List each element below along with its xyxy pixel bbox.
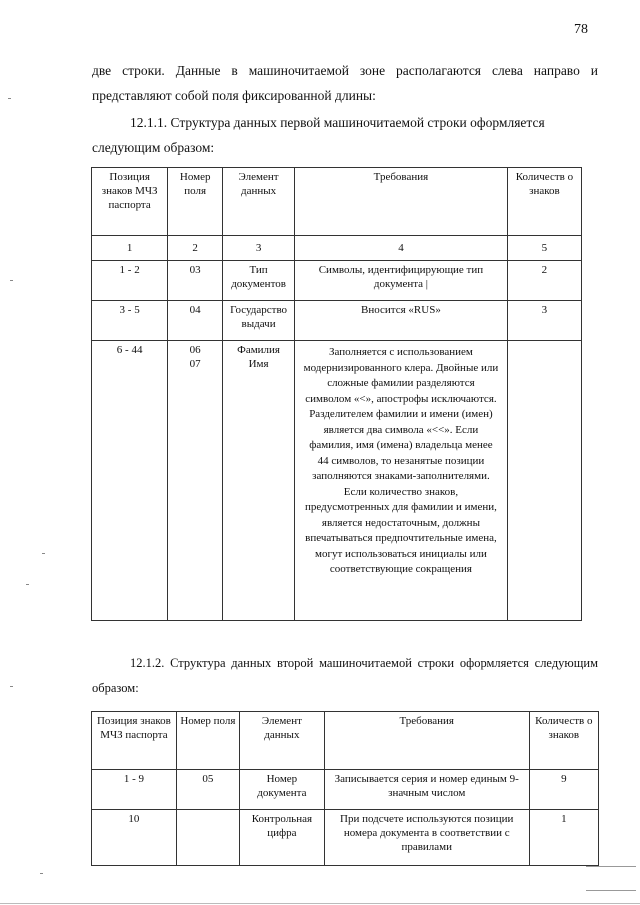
cell-char-count: 3	[507, 301, 581, 341]
cell-position: 1 - 9	[92, 770, 177, 810]
section-1-heading: 12.1.1. Структура данных первой машиночитаемой строки оформляется следующим образом:	[92, 115, 545, 155]
scan-mark	[26, 584, 29, 585]
cell-field-number: 04	[168, 301, 223, 341]
index-cell: 1	[92, 236, 168, 261]
cell-data-element: Тип документов	[223, 261, 295, 301]
scan-line	[586, 890, 636, 891]
cell-requirements: Заполняется с использованием модернизированного клера. Двойные или сложные фамилии разделяются символом «<», апострофы исключаются. Разделителем фамилии и имени (имен) является два символа «<<». Если фамилия, имя (имена) владельца менее 44 символов, то незанятые позиции заполняются знаками-заполнителями. Если количество знаков, предусмотренных для фамилии и имени, является недостаточным, должны впечатываться предпочтительные имена, могут использоваться инициалы или соответствующие сокращения	[295, 341, 508, 621]
scan-line	[586, 866, 636, 867]
header-cell: Позиция знаков МЧЗ паспорта	[92, 712, 177, 770]
header-cell: Количеств о знаков	[529, 712, 598, 770]
table-row	[92, 261, 582, 301]
table-second-mrz-line	[91, 711, 599, 866]
header-cell: Количеств о знаков	[507, 168, 581, 236]
header-cell: Позиция знаков МЧЗ паспорта	[92, 168, 168, 236]
cell-position: 10	[92, 810, 177, 866]
scan-mark	[42, 553, 45, 554]
cell-requirements: При подсчете используются позиции номера документа в соответствии с правилами	[324, 810, 529, 866]
cell-char-count: 2	[507, 261, 581, 301]
header-cell: Элемент данных	[223, 168, 295, 236]
index-cell: 4	[295, 236, 508, 261]
cell-requirements: Вносится «RUS»	[295, 301, 508, 341]
cell-position: 6 - 44	[92, 341, 168, 621]
header-cell: Номер поля	[168, 168, 223, 236]
page-number: 78	[574, 22, 588, 37]
cell-position: 1 - 2	[92, 261, 168, 301]
table-row	[92, 301, 582, 341]
cell-data-element: Государство выдачи	[223, 301, 295, 341]
scan-line	[0, 903, 640, 904]
table-header-row	[92, 712, 599, 770]
scan-mark	[10, 280, 13, 281]
index-cell: 3	[223, 236, 295, 261]
section-2-heading: 12.1.2. Структура данных второй машиночитаемой строки оформляется следующим образом:	[92, 656, 598, 695]
cell-field-number: 03	[168, 261, 223, 301]
cell-field-number	[176, 810, 239, 866]
scan-mark	[10, 686, 13, 687]
table-row	[92, 341, 582, 621]
cell-char-count	[507, 341, 581, 621]
table-row	[92, 810, 599, 866]
cell-data-element: Номер документа	[239, 770, 324, 810]
table-row	[92, 770, 599, 810]
cell-field-number: 05	[176, 770, 239, 810]
scan-mark	[40, 873, 43, 874]
intro-paragraph: две строки. Данные в машиночитаемой зоне располагаются слева направо и представляют собой поля фиксированной длины:	[92, 63, 598, 103]
cell-requirements: Символы, идентифицирующие тип документа |	[295, 261, 508, 301]
cell-char-count: 1	[529, 810, 598, 866]
header-cell: Требования	[324, 712, 529, 770]
table-first-mrz-line	[91, 167, 582, 621]
index-cell: 2	[168, 236, 223, 261]
index-cell: 5	[507, 236, 581, 261]
cell-position: 3 - 5	[92, 301, 168, 341]
cell-data-element: Контрольная цифра	[239, 810, 324, 866]
header-cell: Номер поля	[176, 712, 239, 770]
table-header-row	[92, 168, 582, 236]
table-index-row	[92, 236, 582, 261]
cell-char-count: 9	[529, 770, 598, 810]
scan-mark	[8, 98, 11, 99]
header-cell: Требования	[295, 168, 508, 236]
cell-requirements: Записывается серия и номер единым 9-значным числом	[324, 770, 529, 810]
cell-field-number: 06 07	[168, 341, 223, 621]
cell-data-element: Фамилия Имя	[223, 341, 295, 621]
header-cell: Элемент данных	[239, 712, 324, 770]
